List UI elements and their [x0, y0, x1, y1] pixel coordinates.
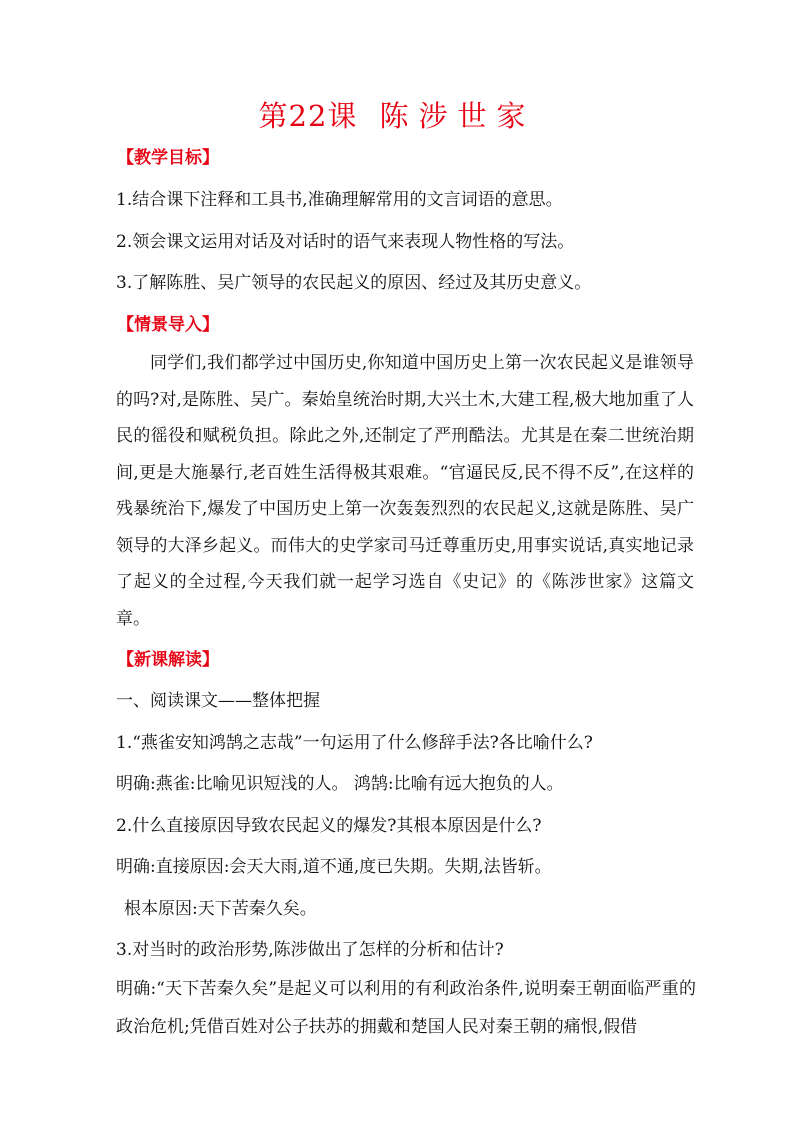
goal-3: 3.了解陈胜、吴广领导的农民起义的原因、经过及其历史意义。 [116, 273, 592, 293]
answer-3: 明确:“天下苦秦久矣”是起义可以利用的有利政治条件,说明秦王朝面临严重的政治危机;凭借百姓对公子扶苏的拥戴和楚国人民对秦王朝的痛恨,假借 [116, 979, 696, 1037]
intro-text: 同学们,我们都学过中国历史,你知道中国历史上第一次农民起义是谁领导的吗?对,是陈胜、吴广。秦始皇统治时期,大兴土木,大建工程,极大地加重了人民的徭役和赋税负担。除此之外,还制定了严刑酷法。尤其是在秦二世统治期间,更是大施暴行,老百姓生活得极其艰难。“官逼民反,民不得不反”,在这样的残暴统治下,爆发了中国历史上第一次轰轰烈烈的农民起义,这就是陈胜、吴广领导的大泽乡起义。而伟大的史学家司马迁尊重历史,用事实说话,真实地记录了起义的全过程,今天我们就一起学习选自《史记》的《陈涉世家》这篇文章。 [116, 353, 694, 629]
intro-heading: 【情景导入】 [117, 315, 219, 335]
answer-1: 明确:燕雀:比喻见识短浅的人。 鸿鹄:比喻有远大抱负的人。 [116, 774, 564, 794]
goal-2: 2.领会课文运用对话及对话时的语气来表现人物性格的写法。 [116, 232, 575, 252]
answer-2-direct: 明确:直接原因:会天大雨,道不通,度已失期。失期,法皆斩。 [116, 857, 552, 877]
new-lesson-heading: 【新课解读】 [117, 650, 219, 670]
question-2: 2.什么直接原因导致农民起义的爆发?其根本原因是什么? [116, 816, 542, 836]
lesson-name: 陈涉世家 [379, 99, 536, 133]
part-1-heading: 一、阅读课文——整体把握 [116, 691, 320, 711]
lesson-number: 第22课 [258, 99, 358, 133]
lesson-title [0, 96, 794, 136]
intro-paragraph [116, 345, 694, 637]
goal-1: 1.结合课下注释和工具书,准确理解常用的文言词语的意思。 [116, 190, 563, 210]
goals-heading: 【教学目标】 [117, 148, 219, 168]
answer-2-root: 根本原因:天下苦秦久矣。 [124, 899, 317, 919]
question-3: 3.对当时的政治形势,陈涉做出了怎样的分析和估计? [116, 940, 504, 960]
question-1: 1.“燕雀安知鸿鹄之志哉”一句运用了什么修辞手法?各比喻什么? [116, 733, 593, 753]
